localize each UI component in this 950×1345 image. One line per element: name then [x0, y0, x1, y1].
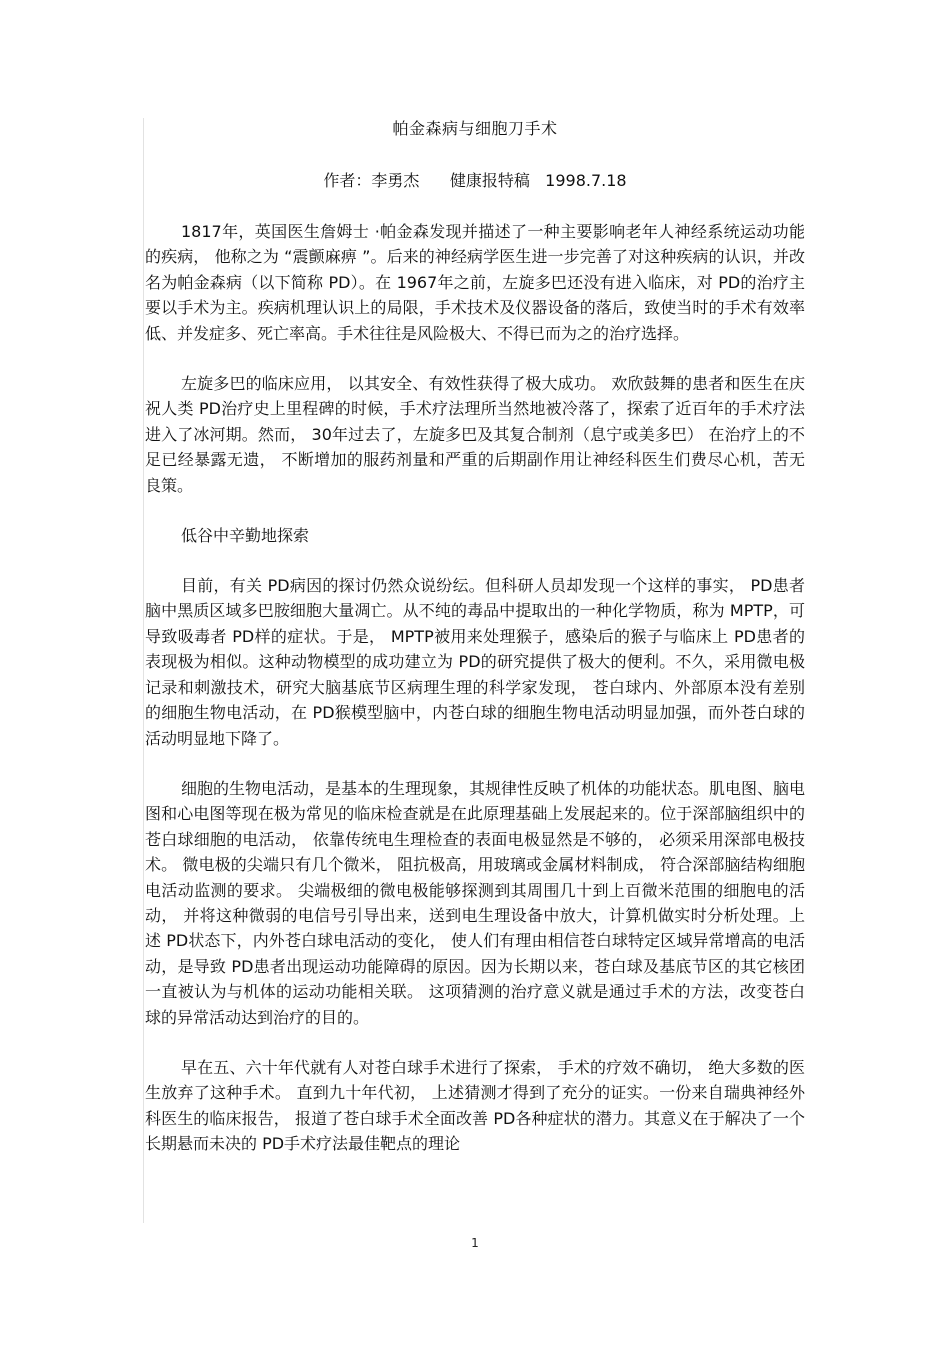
- paragraph-1: 1817年，英国医生詹姆士 ·帕金森发现并描述了一种主要影响老年人神经系统运动功能的疾病， 他称之为 “震颤麻痹 ”。后来的神经病学医生进一步完善了对这种疾病的认识，并改名为帕金森病（以下简称 PD）。在 1967年之前，左旋多巴还没有进入临床，对 PD的治疗主要以手术为主。疾病机理认识上的局限，手术技术及仪器设备的落后，致使当时的手术有效率低、并发症多、死亡率高。手术往往是风险极大、不得已而为之的治疗选择。: [145, 222, 805, 343]
- document-body: [145, 118, 805, 1157]
- page-margin-rule: [143, 118, 144, 1223]
- paragraph-2: 左旋多巴的临床应用， 以其安全、有效性获得了极大成功。 欢欣鼓舞的患者和医生在庆祝人类 PD治疗史上里程碑的时候，手术疗法理所当然地被冷落了，探索了近百年的手术疗法进入了冰河期。然而， 30年过去了，左旋多巴及其复合制剂（息宁或美多巴） 在治疗上的不足已经暴露无遗， 不断增加的服药剂量和严重的后期副作用让神经科医生们费尽心机，苦无良策。: [145, 374, 805, 495]
- page-number: 1: [471, 1236, 479, 1250]
- paragraph-3: 目前，有关 PD病因的探讨仍然众说纷纭。但科研人员却发现一个这样的事实， PD患者脑中黑质区域多巴胺细胞大量凋亡。从不纯的毒品中提取出的一种化学物质，称为 MPTP，可导致吸毒者 PD样的症状。于是， MPTP被用来处理猴子，感染后的猴子与临床上 PD患者的表现极为相似。这种动物模型的成功建立为 PD的研究提供了极大的便利。不久，采用微电极记录和刺激技术，研究大脑基底节区病理生理的科学家发现， 苍白球内、外部原本没有差别的细胞生物电活动，在 PD猴模型脑中，内苍白球的细胞生物电活动明显加强，而外苍白球的活动明显地下降了。: [145, 576, 805, 748]
- paragraph-5: 早在五、六十年代就有人对苍白球手术进行了探索， 手术的疗效不确切， 绝大多数的医生放弃了这种手术。 直到九十年代初， 上述猜测才得到了充分的证实。一份来自瑞典神经外科医生的临床报告， 报道了苍白球手术全面改善 PD各种症状的潜力。其意义在于解决了一个长期悬而未决的 PD手术疗法最佳靶点的理论: [145, 1057, 805, 1154]
- section-heading: 低谷中辛勤地探索: [181, 526, 310, 546]
- paragraph-4: 细胞的生物电活动，是基本的生理现象，其规律性反映了机体的功能状态。肌电图、脑电图和心电图等现在极为常见的临床检查就是在此原理基础上发展起来的。位于深部脑组织中的苍白球细胞的电活动， 依靠传统电生理检查的表面电极显然是不够的， 必须采用深部电极技术。 微电极的尖端只有几个微米， 阻抗极高，用玻璃或金属材料制成， 符合深部脑结构细胞电活动监测的要求。 尖端极细的微电极能够探测到其周围几十到上百微米范围的细胞电的活动， 并将这种微弱的电信号引导出来，送到电生理设备中放大，计算机做实时分析处理。上述 PD状态下，内外苍白球电活动的变化， 使人们有理由相信苍白球特定区域异常增高的电活动，是导致 PD患者出现运动功能障碍的原因。因为长期以来，苍白球及基底节区的其它核团一直被认为与机体的运动功能相关联。 这项猜测的治疗意义就是通过手术的方法，改变苍白球的异常活动达到治疗的目的。: [145, 778, 806, 1027]
- document-byline: 作者：李勇杰 健康报特稿 1998.7.18: [323, 171, 627, 190]
- document-title: 帕金森病与细胞刀手术: [392, 119, 558, 138]
